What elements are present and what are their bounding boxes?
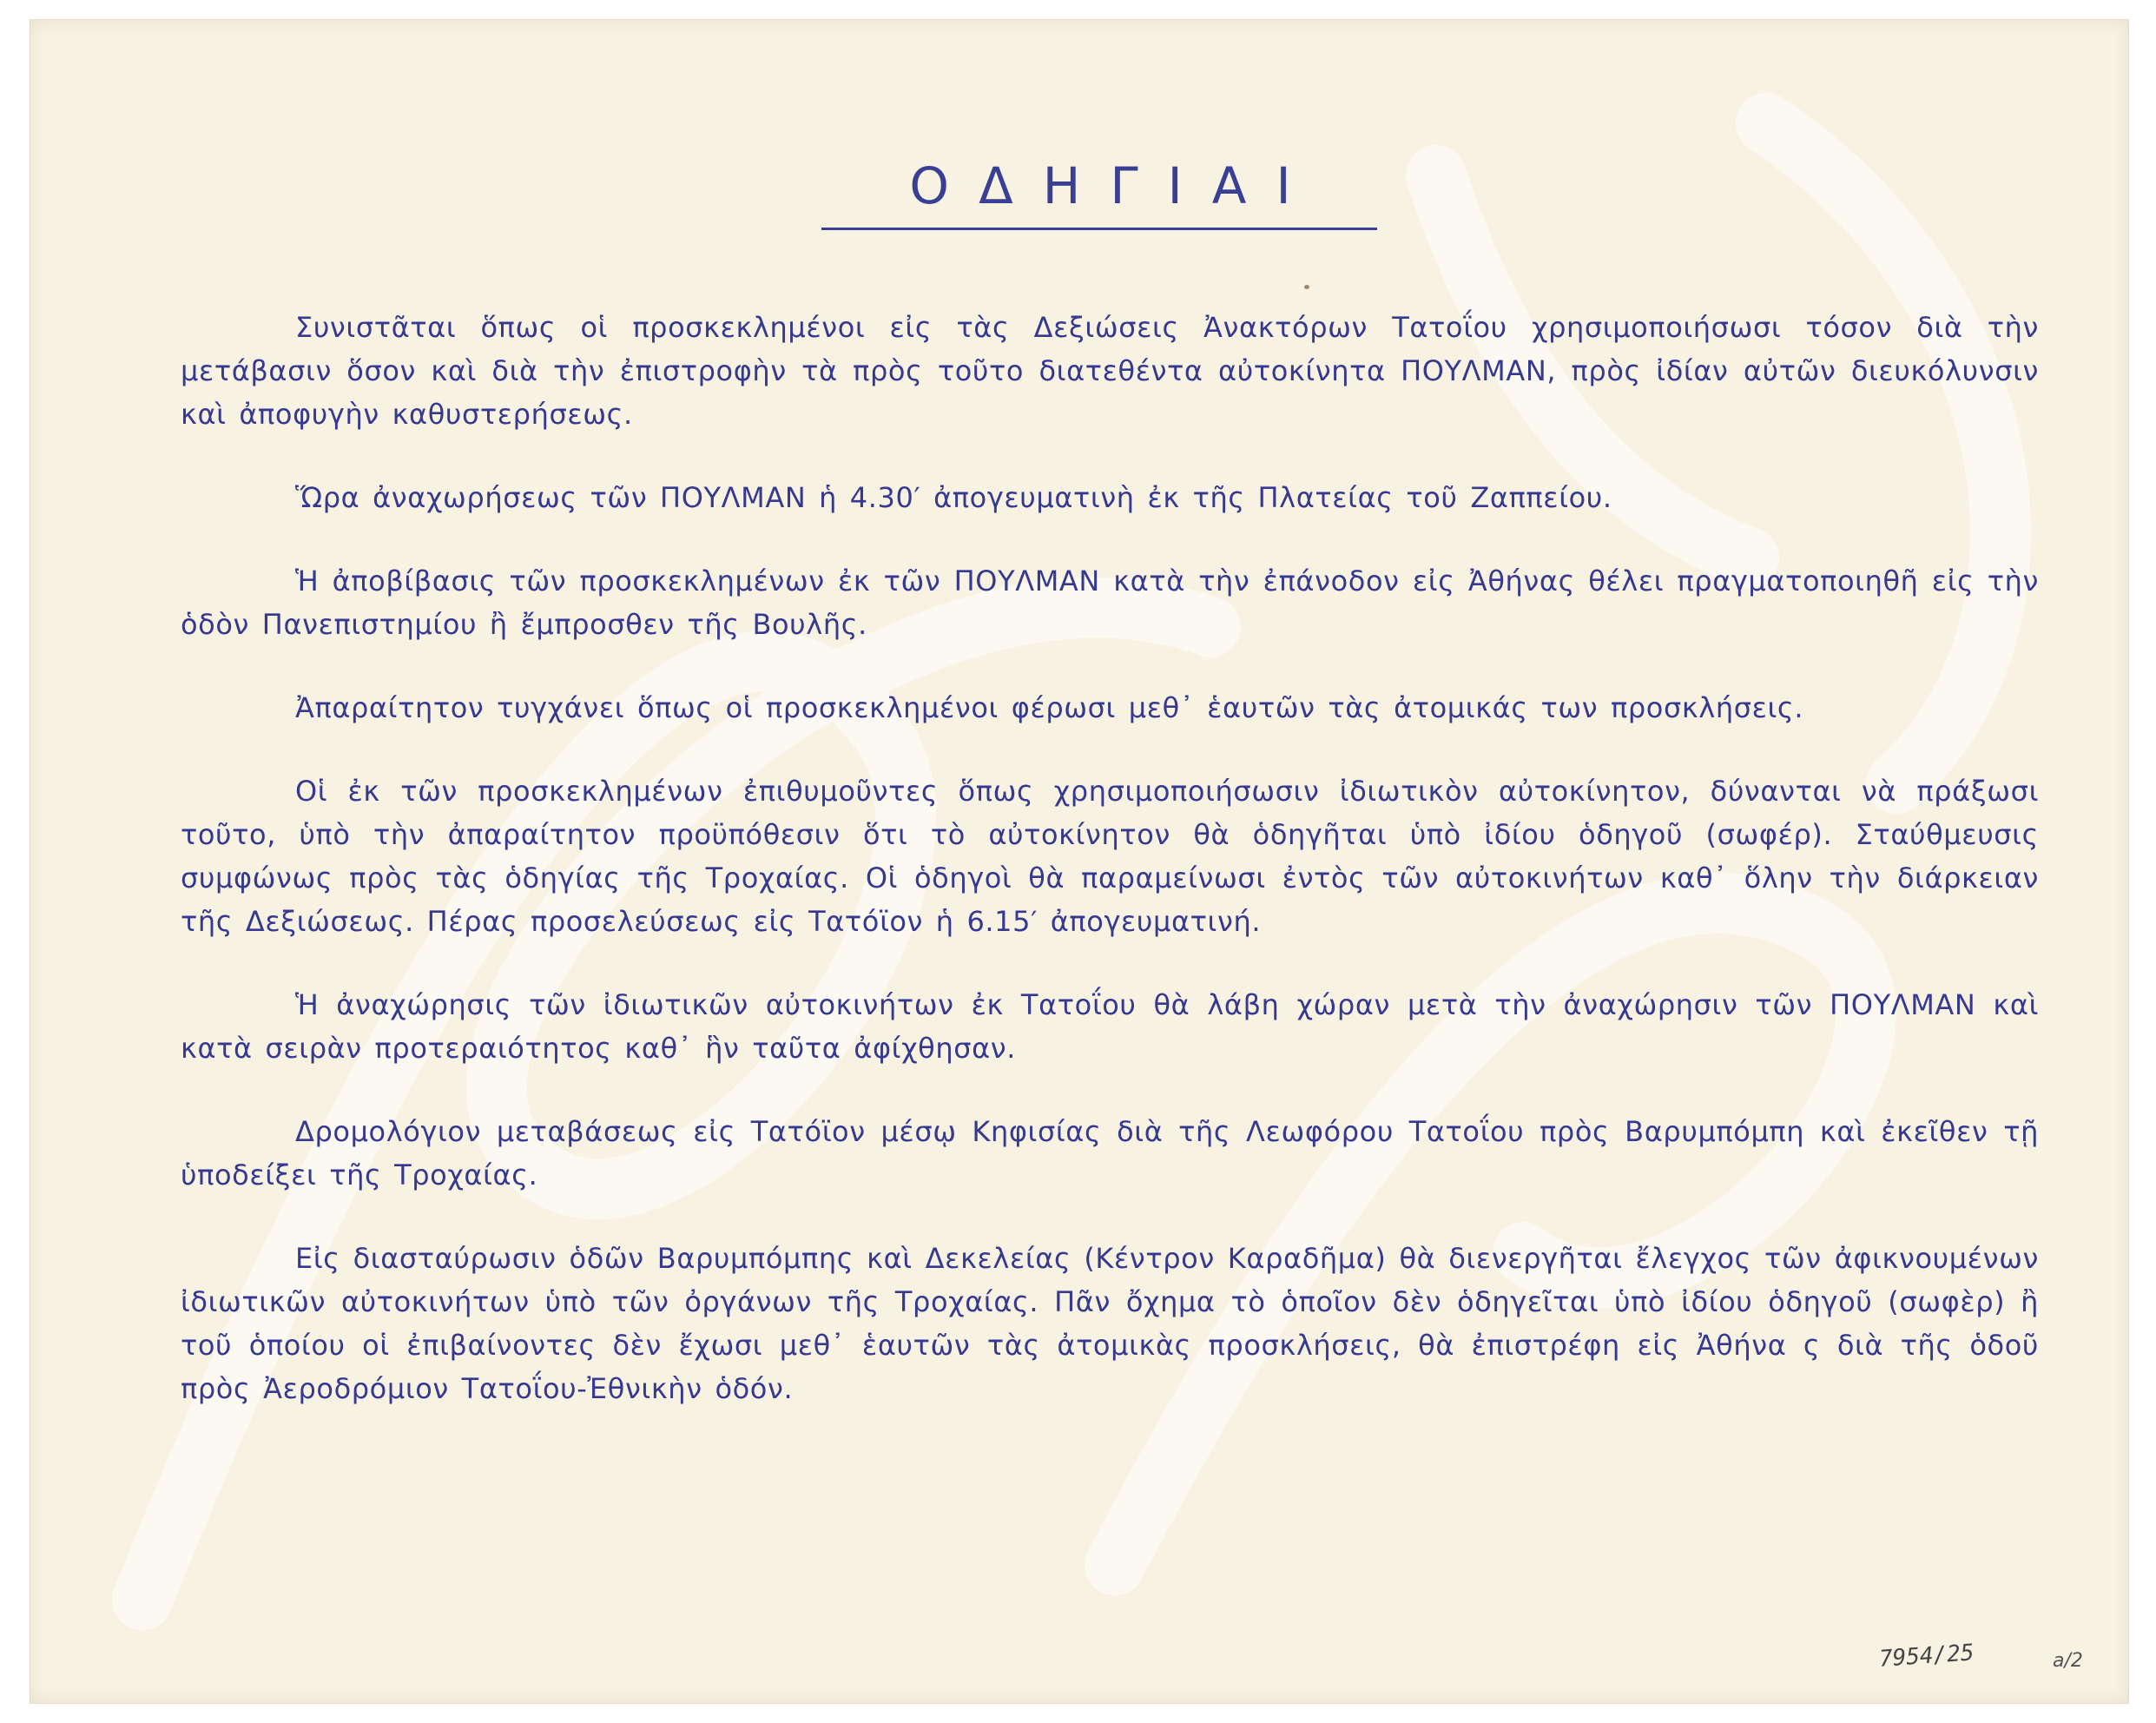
paragraph-invitations-required: Ἀπαραίτητον τυγχάνει ὅπως οἱ προσκεκλημένοι φέρωσι μεθ᾽ ἑαυτῶν τὰς ἀτομικάς των προσκλήσεις. <box>295 691 1804 724</box>
paper-speck <box>1304 285 1309 289</box>
instructions-body <box>181 306 2039 1450</box>
paragraph-private-departure: Ἡ ἀναχώρησις τῶν ἰδιωτικῶν αὐτοκινήτων ἐκ Τατοΐου θὰ λάβη χώραν μετὰ τὴν ἀναχώρησιν τῶν ΠΟΥΛΜΑΝ καὶ κατὰ σειρὰν προτεραιότητος καθ᾽ ἣν ταῦτα ἀφίχθησαν. <box>181 988 2039 1065</box>
paragraph-route: Δρομολόγιον μεταβάσεως εἰς Τατόϊον μέσῳ Κηφισίας διὰ τῆς Λεωφόρου Τατοΐου πρὸς Βαρυμπόμπη καὶ ἐκεῖθεν τῇ ὑποδείξει τῆς Τροχαίας. <box>181 1115 2039 1192</box>
paragraph-departure-time: Ὥρα ἀναχωρήσεως τῶν ΠΟΥΛΜΑΝ ἡ 4.30′ ἀπογευματινὴ ἐκ τῆς Πλατείας τοῦ Ζαππείου. <box>295 481 1612 514</box>
paragraph-private-cars: Οἱ ἐκ τῶν προσκεκλημένων ἐπιθυμοῦντες ὅπως χρησιμοποιήσωσιν ἰδιωτικὸν αὐτοκίνητον, δύνανται νὰ πράξωσι τοῦτο, ὑπὸ τὴν ἀπαραίτητον προϋπόθεσιν ὅτι τὸ αὐτοκίνητον θὰ ὁδηγῆται ὑπὸ ἰδίου ὁδηγοῦ (σωφέρ). Σταύθμευσις συμφώνως πρὸς τὰς ὁδηγίας τῆς Τροχαίας. Οἱ ὁδηγοὶ θὰ παραμείνωσι ἐντὸς τῶν αὐτοκινήτων καθ᾽ ὅλην τὴν διάρκειαν τῆς Δεξιώσεως. Πέρας προσελεύσεως εἰς Τατόϊον ἡ 6.15′ ἀπογευματινή. <box>181 775 2039 938</box>
paragraph-pullman-recommendation: Συνιστᾶται ὅπως οἱ προσκεκλημένοι εἰς τὰς Δεξιώσεις Ἀνακτόρων Τατοΐου χρησιμοποιήσωσι τόσον διὰ τὴν μετάβασιν ὅσον καὶ διὰ τὴν ἐπιστροφὴν τὰ πρὸς τοῦτο διατεθέντα αὐτοκίνητα ΠΟΥΛΜΑΝ, πρὸς ἰδίαν αὐτῶν διευκόλυνσιν καὶ ἀποφυγὴν καθυστερήσεως. <box>181 311 2039 431</box>
title-underline <box>821 228 1377 230</box>
paragraph-drop-off: Ἡ ἀποβίβασις τῶν προσκεκλημένων ἐκ τῶν ΠΟΥΛΜΑΝ κατὰ τὴν ἐπάνοδον εἰς Ἀθήνας θέλει πραγματοποιηθῆ εἰς τὴν ὁδὸν Πανεπιστημίου ἢ ἔμπροσθεν τῆς Βουλῆς. <box>181 564 2039 641</box>
paragraph-traffic-check: Εἰς διασταύρωσιν ὁδῶν Βαρυμπόμπης καὶ Δεκελείας (Κέντρον Καραδῆμα) θὰ διενεργῆται ἔλεγχος τῶν ἀφικνουμένων ἰδιωτικῶν αὐτοκινήτων ὑπὸ τῶν ὀργάνων τῆς Τροχαίας. Πᾶν ὄχημα τὸ ὁποῖον δὲν ὁδηγεῖται ὑπὸ ἰδίου ὁδηγοῦ (σωφὲρ) ἢ τοῦ ὁποίου οἱ ἐπιβαίνοντες δὲν ἔχωσι μεθ᾽ ἑαυτῶν τὰς ἀτομικὰς προσκλήσεις, θὰ ἐπιστρέφη εἰς Ἀθήνα ς διὰ τῆς ὁδοῦ πρὸς Ἀεροδρόμιον Τατοΐου-Ἐθνικὴν ὁδόν. <box>181 1242 2039 1405</box>
document-title: ΟΔΗΓΙΑΙ <box>909 156 1321 215</box>
page-note: a/2 <box>2053 1650 2083 1672</box>
archive-number: 7954/25 <box>1878 1640 1975 1673</box>
document-sheet <box>30 19 2129 1704</box>
